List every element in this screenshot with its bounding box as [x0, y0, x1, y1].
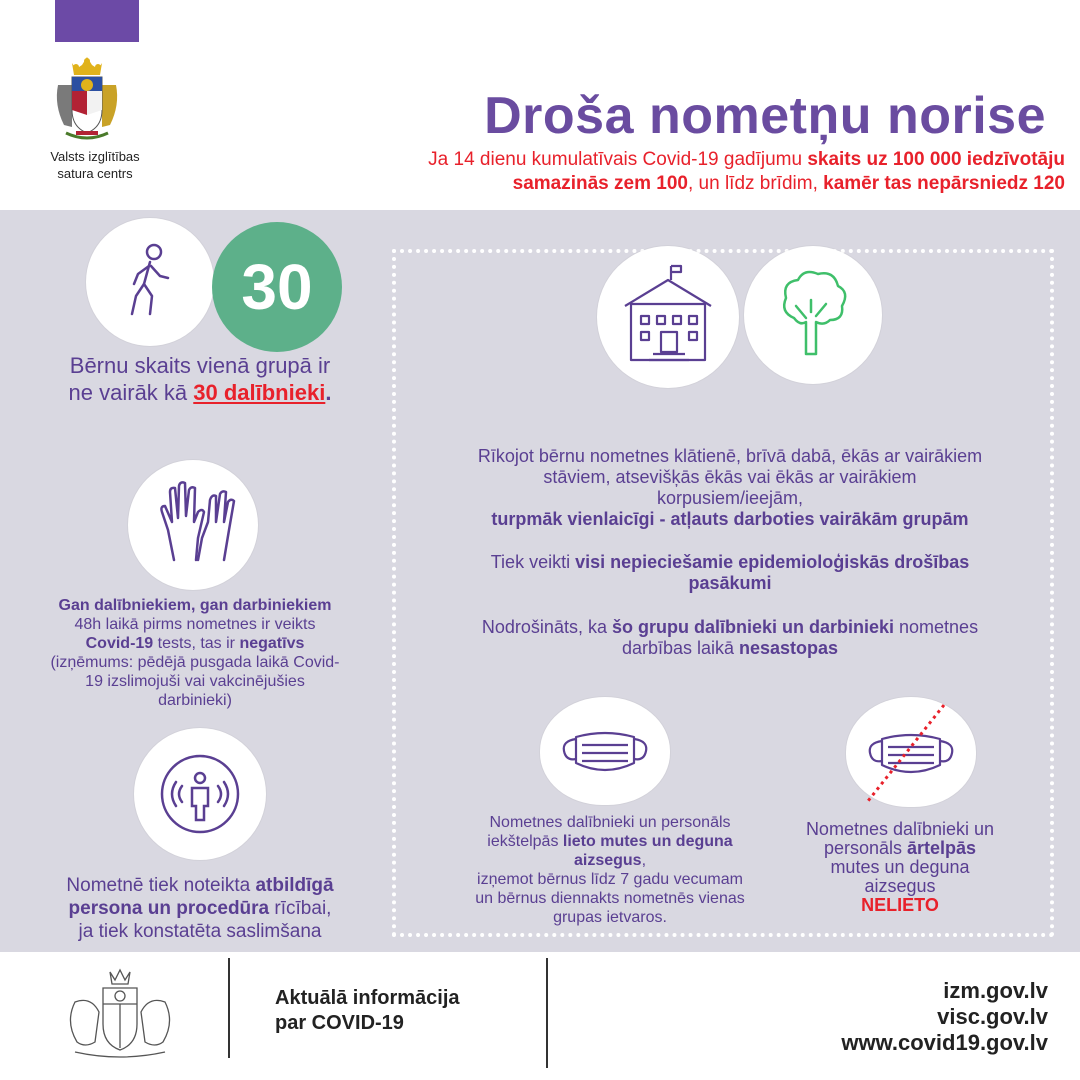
link-izm[interactable]: izm.gov.lv — [943, 978, 1048, 1003]
footer-info-line1: Aktuālā informācija — [275, 987, 460, 1009]
coat-of-arms-logo — [52, 55, 122, 140]
group-size-highlight: 30 dalībnieki — [193, 380, 326, 405]
tree-circle — [744, 246, 882, 384]
nocontact-text2: nometnes — [894, 617, 979, 637]
mask-in-comma: , — [641, 852, 647, 869]
measures-bold2: pasākumi — [688, 573, 772, 593]
resp-bold1: atbildīgā — [255, 875, 334, 896]
link-covid19[interactable]: www.covid19.gov.lv — [841, 1030, 1048, 1055]
mask-outdoor-text — [775, 820, 1025, 915]
top-accent-bar — [55, 0, 139, 42]
groups-line2: stāviem, atsevišķās ēkās vai ēkās ar vairākiem — [543, 467, 917, 487]
walking-person-circle — [86, 218, 214, 346]
responsible-person-icon — [134, 728, 266, 860]
mask-indoor-text — [410, 813, 810, 927]
mask-in-line5: un bērnus diennakts nometnēs vienas — [475, 890, 745, 907]
group-size-line1: Bērnu skaits vienā grupā ir — [69, 353, 331, 378]
mask-out-line3: mutes un deguna — [830, 857, 970, 877]
footer-divider-left — [228, 958, 230, 1058]
subtitle-bold: skaits uz 100 000 iedzīvotāju — [807, 149, 1065, 170]
mask-in-line2: iekštelpās — [487, 833, 563, 850]
mask-out-line2: personāls — [823, 838, 907, 858]
page-title: Droša nometņu norise — [484, 87, 1046, 145]
test-line6: darbinieki) — [158, 692, 232, 709]
footer-info-line2: par COVID-19 — [275, 1012, 404, 1034]
test-line3: tests, tas ir — [153, 635, 240, 652]
mask-in-bold1: lieto mutes un deguna — [562, 833, 733, 850]
group-size-badge: 30 — [212, 222, 342, 352]
mask-out-bold: ārtelpās — [907, 838, 977, 858]
mask-outdoor-circle — [846, 697, 976, 807]
nocontact-text3: darbības laikā — [621, 638, 740, 658]
mask-in-bold2: aizsegus — [573, 852, 642, 869]
resp-bold2: persona un procedūra — [68, 898, 270, 919]
responsible-person-circle — [134, 728, 266, 860]
footer-links — [780, 978, 1048, 1056]
nocontact-text1: Nodrošināts, ka — [481, 617, 612, 637]
subtitle-bold: kamēr tas nepārsniedz 120 — [823, 173, 1065, 194]
measures-text — [410, 552, 1050, 594]
org-name-line2: satura centrs — [57, 166, 133, 181]
gloves-icon — [128, 460, 258, 590]
crossed-mask-icon — [846, 697, 976, 807]
resp-line1: Nometnē tiek noteikta — [66, 875, 256, 896]
mask-in-line1: Nometnes dalībnieki un personāls — [489, 814, 731, 831]
subtitle — [200, 148, 1065, 196]
subtitle-text: , un līdz brīdim, — [687, 173, 824, 194]
test-requirement-text — [5, 596, 385, 710]
test-line4: (izņēmums: pēdējā pusgada laikā Covid- — [50, 654, 340, 671]
mask-out-line1: Nometnes dalībnieki un — [805, 819, 995, 839]
group-size-text — [20, 352, 380, 406]
mask-out-line4: aizsegus — [864, 876, 936, 896]
groups-line1: Rīkojot bērnu nometnes klātienē, brīvā dabā, ēkās ar vairākiem — [477, 446, 983, 466]
group-size-dot: . — [325, 380, 332, 405]
subtitle-text: Ja 14 dienu kumulatīvais Covid-19 gadījumu — [428, 149, 808, 170]
footer-coat-of-arms — [55, 962, 185, 1062]
groups-line3: korpusiem/ieejām, — [656, 488, 804, 508]
link-visc[interactable]: visc.gov.lv — [937, 1004, 1048, 1029]
footer-divider-right — [546, 958, 548, 1068]
subtitle-bold: samazinās zem 100 — [512, 173, 688, 194]
groups-bold: turpmāk vienlaicīgi - atļauts darboties vairākām grupām — [491, 509, 969, 529]
test-bold-line: Gan dalībniekiem, gan darbiniekiem — [58, 597, 332, 614]
org-name — [30, 148, 160, 182]
mask-indoor-circle — [540, 697, 670, 805]
mask-in-line6: grupas ietvaros. — [553, 909, 667, 926]
test-covid: Covid-19 — [85, 635, 154, 652]
school-building-circle — [597, 246, 739, 388]
nocontact-bold1: šo grupu dalībnieki un darbinieki — [611, 617, 895, 637]
face-mask-icon — [540, 697, 670, 805]
tree-icon — [744, 246, 882, 384]
no-contact-text — [410, 617, 1050, 659]
responsible-person-text — [10, 874, 390, 943]
footer-info — [275, 986, 460, 1036]
org-name-line1: Valsts izglītības — [50, 149, 140, 164]
measures-bold1: visi nepieciešamie epidemioloģiskās drošības — [575, 552, 970, 572]
measures-line1: Tiek veikti — [490, 552, 576, 572]
walking-person-icon — [86, 218, 214, 346]
gloves-circle — [128, 460, 258, 590]
group-size-line2: ne vairāk kā — [68, 380, 194, 405]
school-building-icon — [597, 246, 739, 388]
mask-in-line4: izņemot bērnus līdz 7 gadu vecumam — [477, 871, 743, 888]
nocontact-bold2: nesastopas — [739, 638, 839, 658]
test-line2: 48h laikā pirms nometnes ir veikts — [74, 616, 316, 633]
test-line5: 19 izslimojuši vai vakcinējušies — [85, 673, 305, 690]
mask-out-notused: NELIETO — [861, 895, 939, 915]
groups-text — [410, 446, 1050, 530]
resp-line3: ja tiek konstatēta saslimšana — [78, 921, 322, 942]
test-negative: negatīvs — [239, 635, 305, 652]
resp-line2: rīcībai, — [269, 898, 332, 919]
